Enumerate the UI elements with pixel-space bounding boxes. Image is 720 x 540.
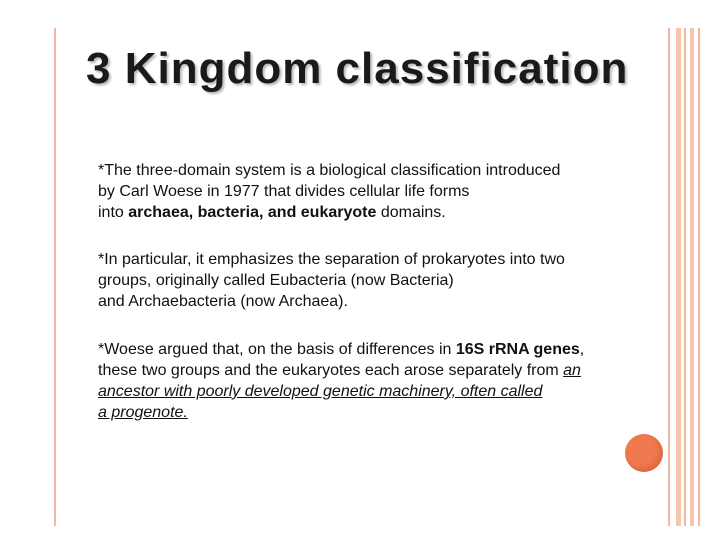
paragraph-prokaryotes [98, 249, 658, 312]
slide-title: 3 Kingdom classification [86, 44, 629, 93]
orange-circle-decoration [625, 434, 663, 472]
text-line: *In particular, it emphasizes the separation of prokaryotes into two [98, 251, 565, 268]
right-decorative-rule [668, 28, 670, 526]
text-line: into [98, 204, 129, 221]
emphasized-text: ancestor with poorly developed genetic machinery, often called [98, 383, 543, 400]
right-decorative-rule [676, 28, 681, 526]
text-line: these two groups and the eukaryotes each arose separately from [98, 362, 564, 379]
emphasized-text: a progenote. [98, 404, 188, 421]
paragraph-woese-argument [98, 339, 658, 423]
right-decorative-rule [684, 28, 686, 526]
text-line: , [579, 341, 585, 358]
left-decorative-rule [54, 28, 56, 526]
text-line: by Carl Woese in 1977 that divides cellular life forms [98, 183, 470, 200]
right-decorative-rule [690, 28, 694, 526]
text-line: and Archaebacteria (now Archaea). [98, 293, 348, 310]
text-line: groups, originally called Eubacteria (now Bacteria) [98, 272, 454, 289]
right-decorative-rule [698, 28, 700, 526]
bold-term: archaea, bacteria, and eukaryote [128, 204, 377, 221]
emphasized-text: an [563, 362, 581, 379]
paragraph-three-domain [98, 160, 658, 223]
text-line: *The three-domain system is a biological classification introduced [98, 162, 561, 179]
text-line: *Woese argued that, on the basis of differences in [98, 341, 456, 358]
bold-term: 16S rRNA genes [455, 341, 580, 358]
text-line: domains. [376, 204, 446, 221]
